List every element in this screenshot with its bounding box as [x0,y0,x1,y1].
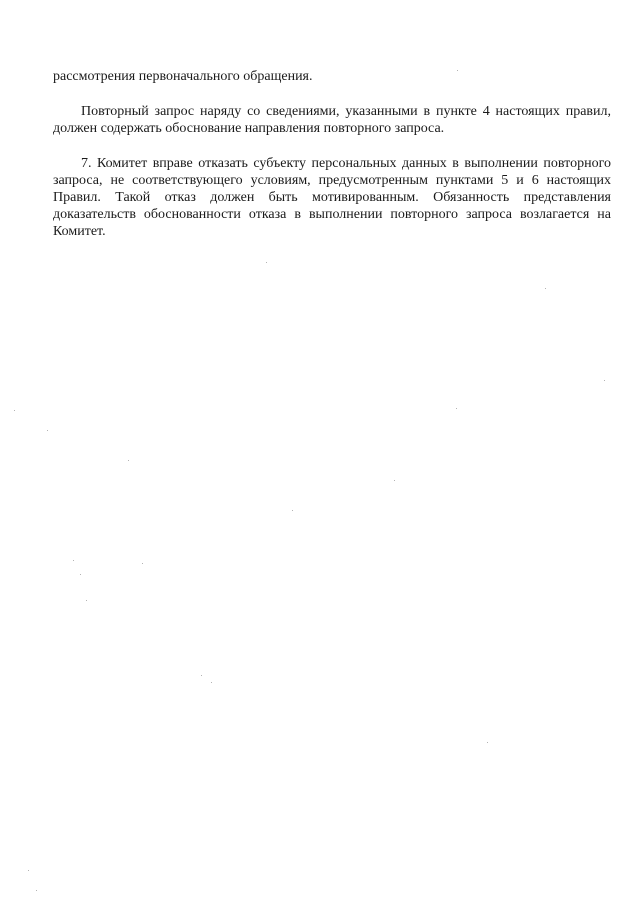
continuation-paragraph [53,68,611,85]
scan-speck [457,70,458,71]
scan-speck [36,890,37,891]
scan-speck [28,870,29,871]
scan-speck [80,574,81,575]
scan-speck [47,430,48,431]
scan-speck [292,510,293,511]
scan-speck [604,380,605,381]
scan-speck [456,408,457,409]
scan-speck [394,480,395,481]
scan-speck [86,600,87,601]
continuation-line: рассмотрения первоначального обращения. [53,69,313,84]
scan-speck [211,682,212,683]
scan-speck [487,742,488,743]
scan-speck [142,563,143,564]
scan-speck [14,410,15,411]
repeat-request-paragraph [53,103,611,137]
clause-7-text: 7. Комитет вправе отказать субъекту персональных данных в выполнении повторного запроса, не соответствующего условиям, предусмотренным пунктами 5 и 6 настоящих Правил. Такой отказ должен быть мотивированным. Обязанность представления доказательств обоснованности отказа в выполнении повторного запроса возлагается на Комитет. [53,156,611,239]
scan-speck [73,560,74,561]
repeat-request-text: Повторный запрос наряду со сведениями, указанными в пункте 4 настоящих правил, должен содержать обоснование направления повторного запроса. [53,104,611,136]
scan-speck [201,675,202,676]
scan-speck [545,288,546,289]
scan-speck [128,460,129,461]
clause-7-paragraph [53,155,611,240]
scan-speck [266,262,267,263]
